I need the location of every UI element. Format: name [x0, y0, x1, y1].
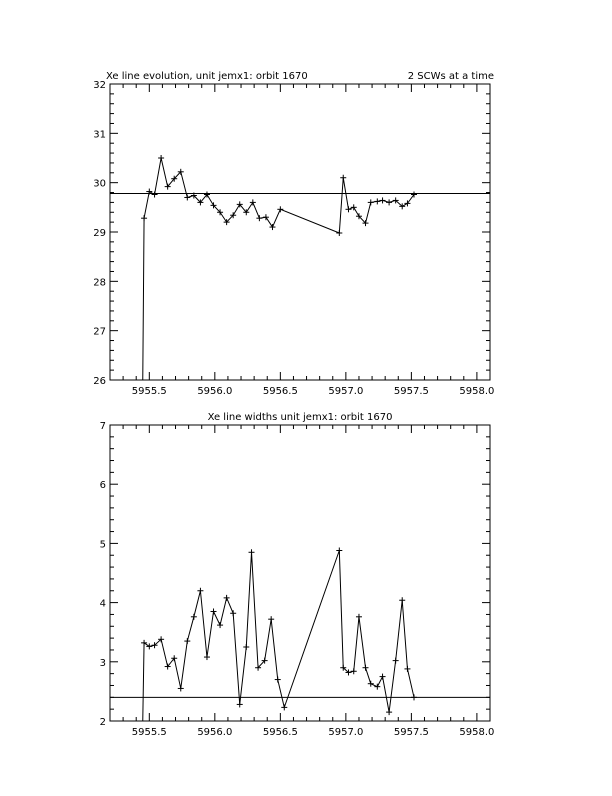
chart-title: Xe line widths unit jemx1: orbit 1670	[207, 412, 393, 423]
x-tick-label: 5956.5	[262, 727, 298, 738]
x-tick-label: 5956.5	[262, 386, 298, 397]
y-tick-label: 26	[93, 376, 106, 387]
x-tick-label: 5957.5	[393, 386, 429, 397]
x-tick-label: 5956.0	[197, 386, 233, 397]
data-point	[386, 199, 392, 205]
y-tick-label: 3	[99, 657, 106, 669]
x-tick-label: 5957.5	[393, 727, 429, 738]
y-tick-label: 6	[99, 480, 106, 492]
data-point	[268, 616, 274, 622]
data-point	[249, 549, 255, 555]
data-point	[237, 701, 243, 707]
data-point	[141, 640, 147, 646]
data-point	[204, 654, 210, 660]
data-point	[380, 674, 386, 680]
data-point	[256, 215, 262, 221]
data-point	[146, 643, 152, 649]
data-point	[374, 684, 380, 690]
y-tick-label: 31	[93, 129, 106, 141]
series-line	[143, 158, 414, 380]
plot-frame	[110, 425, 490, 721]
data-point	[197, 588, 203, 594]
data-point	[152, 192, 158, 198]
data-point	[263, 214, 269, 220]
data-point	[184, 194, 190, 200]
x-tick-label: 5955.5	[131, 386, 167, 397]
x-tick-label: 5955.5	[131, 727, 167, 738]
data-point	[141, 215, 147, 221]
x-tick-label: 5958.0	[459, 386, 495, 397]
data-point	[393, 658, 399, 664]
y-tick-label: 5	[99, 539, 106, 551]
data-point	[281, 704, 287, 710]
data-point	[277, 206, 283, 212]
data-point	[356, 614, 362, 620]
data-point	[404, 666, 410, 672]
data-point	[368, 681, 374, 687]
x-tick-label: 5957.0	[328, 386, 364, 397]
y-tick-label: 4	[99, 598, 106, 610]
panel-xe-line-widths	[100, 412, 495, 738]
data-point	[275, 677, 281, 683]
data-point	[336, 230, 342, 236]
series-line	[143, 551, 414, 721]
data-point	[380, 197, 386, 203]
panel-xe-line-evolution	[93, 71, 494, 397]
data-point	[217, 622, 223, 628]
data-point	[345, 206, 351, 212]
data-point	[399, 597, 405, 603]
data-point	[230, 610, 236, 616]
data-point	[184, 638, 190, 644]
data-point	[224, 595, 230, 601]
y-tick-label: 27	[93, 326, 106, 338]
data-point	[250, 199, 256, 205]
y-tick-label: 32	[93, 80, 106, 91]
y-tick-label: 30	[93, 178, 106, 190]
data-point	[411, 694, 417, 700]
data-point	[351, 668, 357, 674]
data-point	[158, 155, 164, 161]
x-tick-label: 5957.0	[328, 727, 364, 738]
data-point	[386, 709, 392, 715]
data-point	[340, 175, 346, 181]
data-point	[336, 548, 342, 554]
chart-title: Xe line evolution, unit jemx1: orbit 1670	[106, 71, 308, 82]
y-tick-label: 28	[93, 277, 106, 289]
data-point	[363, 665, 369, 671]
data-point	[191, 614, 197, 620]
y-tick-label: 7	[99, 421, 106, 432]
plot-frame	[110, 84, 490, 380]
data-point	[368, 199, 374, 205]
data-point	[374, 198, 380, 204]
data-point	[178, 685, 184, 691]
y-tick-label: 2	[99, 717, 106, 728]
data-point	[211, 608, 217, 614]
chart-subtitle: 2 SCWs at a time	[407, 71, 494, 82]
data-point	[269, 224, 275, 230]
x-tick-label: 5958.0	[459, 727, 495, 738]
data-point	[243, 644, 249, 650]
y-tick-label: 29	[93, 228, 106, 239]
x-tick-label: 5956.0	[197, 727, 233, 738]
data-point	[351, 204, 357, 210]
